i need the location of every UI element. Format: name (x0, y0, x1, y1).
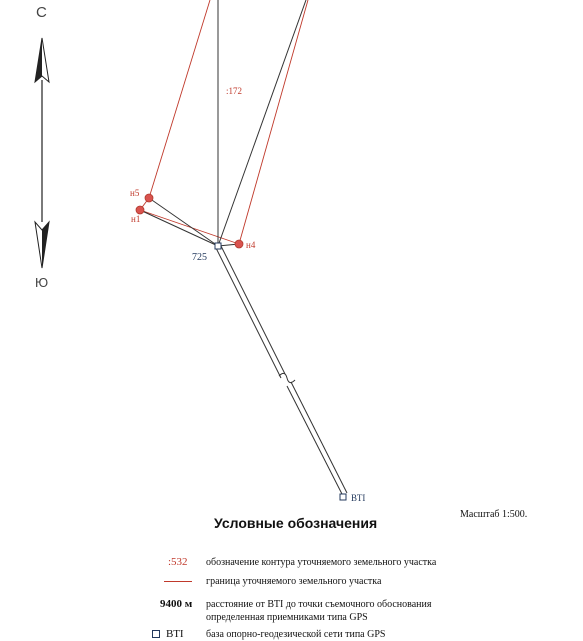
point-n4-label: н4 (246, 240, 256, 250)
legend-contour-text: обозначение контура уточняемого земельного участка (206, 557, 437, 568)
survey-rays (140, 0, 306, 246)
north-arrow-icon (35, 38, 49, 268)
base-square-icon (152, 630, 160, 638)
legend-title: Условные обозначения (214, 515, 378, 531)
point-n1-label: н1 (131, 214, 141, 224)
point-n5-label: н5 (130, 188, 140, 198)
point-n4 (235, 240, 243, 248)
traverse-line (216, 246, 347, 496)
contour-number-label: :172 (226, 86, 243, 96)
north-label: С (36, 4, 47, 21)
legend-boundary-text: граница уточняемого земельного участка (206, 576, 382, 587)
point-n1 (136, 206, 144, 214)
station-725-marker (215, 243, 221, 249)
legend-distance-text-2: определенная приемниками типа GPS (206, 612, 368, 623)
legend-base-text: база опорно-геодезической сети типа GPS (206, 629, 386, 640)
legend-boundary-line-icon (164, 581, 192, 582)
base-station-label: ВТІ (351, 493, 366, 503)
legend-base-symbol-text: ВТІ (166, 628, 184, 640)
legend-base-symbol (152, 628, 184, 640)
base-station-marker (340, 494, 346, 500)
south-label: Ю (35, 275, 49, 290)
legend-distance-text: расстояние от ВТІ до точки съемочного обоснования (206, 599, 432, 610)
point-n5 (145, 194, 153, 202)
scale-label: Масштаб 1:500. (460, 509, 528, 520)
station-725-label: 725 (192, 252, 207, 263)
legend-contour-symbol: :532 (168, 556, 188, 568)
parcel-boundary (140, 0, 308, 244)
legend-distance-symbol: 9400 м (160, 598, 193, 610)
